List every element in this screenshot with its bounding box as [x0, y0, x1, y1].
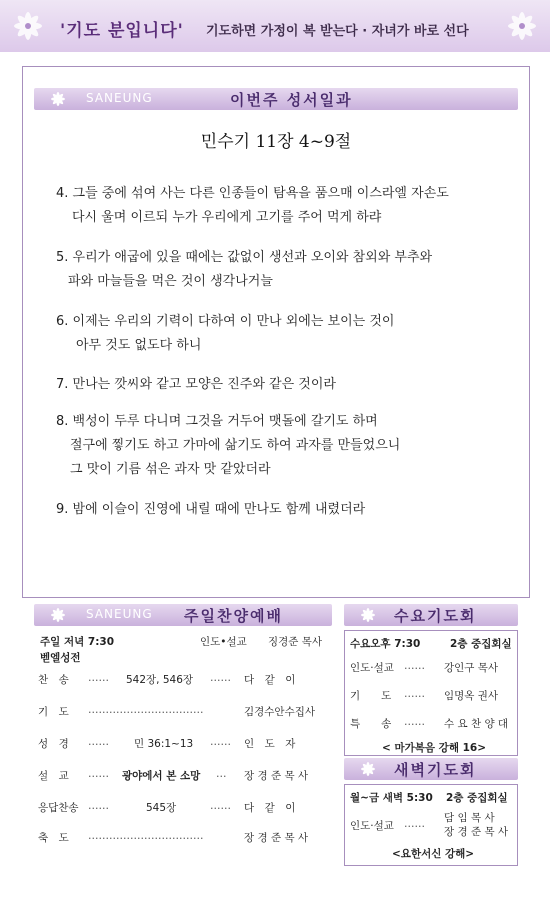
item-person: 담 임 목 사	[444, 812, 495, 824]
dawn-time: 월~금 새벽 5:30	[350, 792, 433, 804]
leader-dots: ……………………………	[88, 830, 204, 842]
verse-line: 다시 울며 이르되 누가 우리에게 고기를 주어 먹게 하랴	[72, 210, 382, 225]
leader-dots: ……	[210, 736, 231, 748]
item-label: 찬 송	[38, 674, 69, 686]
flower-icon	[358, 605, 378, 625]
flower-icon	[48, 605, 68, 625]
item-label: 특 송	[350, 718, 392, 730]
item-content: 545장	[146, 802, 177, 814]
item-person: 장 경 준 목 사	[244, 832, 309, 844]
item-label: 인도·설교	[350, 820, 394, 832]
item-label: 축 도	[38, 832, 69, 844]
wednesday-note: < 마가복음 강해 16>	[382, 742, 487, 754]
leader-dots: ……………………………	[88, 704, 204, 716]
banner-quote: '기도 분입니다'	[60, 21, 184, 41]
item-label: 설 교	[38, 770, 69, 782]
verse-line: 절구에 찧기도 하고 가마에 삶기도 하여 과자를 만들었으니	[70, 438, 401, 453]
wednesday-place: 2층 중집회실	[450, 638, 512, 650]
leader-dots: ……	[88, 800, 109, 812]
wednesday-prayer-header	[344, 604, 518, 626]
verse-line: 그 맛이 기름 섞은 과자 맛 같았더라	[70, 462, 271, 477]
leader-dots: ……	[404, 818, 425, 830]
dawn-prayer-header	[344, 758, 518, 780]
leader-name: 징경준 목사	[268, 636, 323, 648]
item-label: 인도·설교	[350, 662, 394, 674]
top-banner	[0, 0, 550, 52]
item-person: 장 경 준 목 사	[444, 826, 509, 838]
section-title: 주일찬양예배	[184, 607, 283, 625]
item-label: 기 도	[38, 706, 69, 718]
item-person: 다 같 이	[244, 802, 296, 814]
leader-dots: ……	[88, 768, 109, 780]
sunday-worship-header	[34, 604, 332, 626]
flower-icon	[6, 4, 50, 48]
item-person: 김경수안수집사	[244, 706, 316, 718]
item-person: 인 도 자	[244, 738, 296, 750]
item-label: 성 경	[38, 738, 69, 750]
leader-dots: ……	[404, 688, 425, 700]
leader-dots: ……	[88, 736, 109, 748]
dawn-place: 2층 중집회실	[446, 792, 508, 804]
verse-line: 6. 이제는 우리의 기력이 다하여 이 만나 외에는 보이는 것이	[56, 314, 395, 329]
item-person: 수 요 찬 양 대	[444, 718, 509, 730]
item-person: 임명옥 권사	[444, 690, 499, 702]
verse-line: 9. 밤에 이슬이 진영에 내릴 때에 만나도 함께 내렸더라	[56, 502, 366, 517]
passage-reference: 민수기 11장 4~9절	[200, 132, 352, 152]
leader-dots: ……	[404, 660, 425, 672]
verse-line: 아무 것도 없도다 하니	[76, 338, 202, 353]
section-title: 새벽기도회	[394, 761, 477, 779]
item-content: 542장, 546장	[126, 674, 194, 686]
bible-section-header	[34, 88, 518, 110]
leader-dots: ……	[210, 672, 231, 684]
item-person: 다 같 이	[244, 674, 296, 686]
flower-icon	[48, 89, 68, 109]
watermark: SANEUNG	[86, 91, 153, 105]
section-title: 수요기도회	[394, 607, 477, 625]
verse-line: 파와 마늘들을 먹은 것이 생각나거늘	[68, 274, 273, 289]
verse-line: 4. 그들 중에 섞여 사는 다른 인종들이 탐욕을 품으매 이스라엘 자손도	[56, 186, 449, 201]
leader-label: 인도•설교	[200, 636, 247, 648]
item-person: 장 경 준 목 사	[244, 770, 309, 782]
section-title: 이번주 성서일과	[230, 91, 353, 109]
item-content: 민 36:1~13	[134, 738, 194, 750]
watermark: SANEUNG	[86, 607, 153, 621]
wednesday-time: 수요오후 7:30	[350, 638, 421, 650]
verse-line: 8. 백성이 두루 다니며 그것을 거두어 맷돌에 갈기도 하며	[56, 414, 378, 429]
leader-dots: ……	[404, 716, 425, 728]
leader-dots: …	[216, 768, 227, 780]
banner-subtitle: 기도하면 가정이 복 받는다 · 자녀가 바로 선다	[206, 24, 469, 39]
item-person: 강인구 목사	[444, 662, 499, 674]
verse-line: 7. 만나는 깟씨와 같고 모양은 진주와 같은 것이라	[56, 377, 336, 392]
sermon-title: 광야에서 본 소망	[122, 770, 201, 782]
item-label: 기 도	[350, 690, 392, 702]
dawn-note: <요한서신 강해>	[392, 848, 475, 860]
worship-time: 주일 저녁 7:30	[40, 636, 114, 648]
verse-line: 5. 우리가 애굽에 있을 때에는 값없이 생선과 오이와 참외와 부추와	[56, 250, 433, 265]
flower-icon	[500, 4, 544, 48]
leader-dots: ……	[88, 672, 109, 684]
flower-icon	[358, 759, 378, 779]
leader-dots: ……	[210, 800, 231, 812]
item-label: 응답찬송	[38, 802, 79, 814]
worship-venue: 벧엘성전	[40, 652, 81, 664]
